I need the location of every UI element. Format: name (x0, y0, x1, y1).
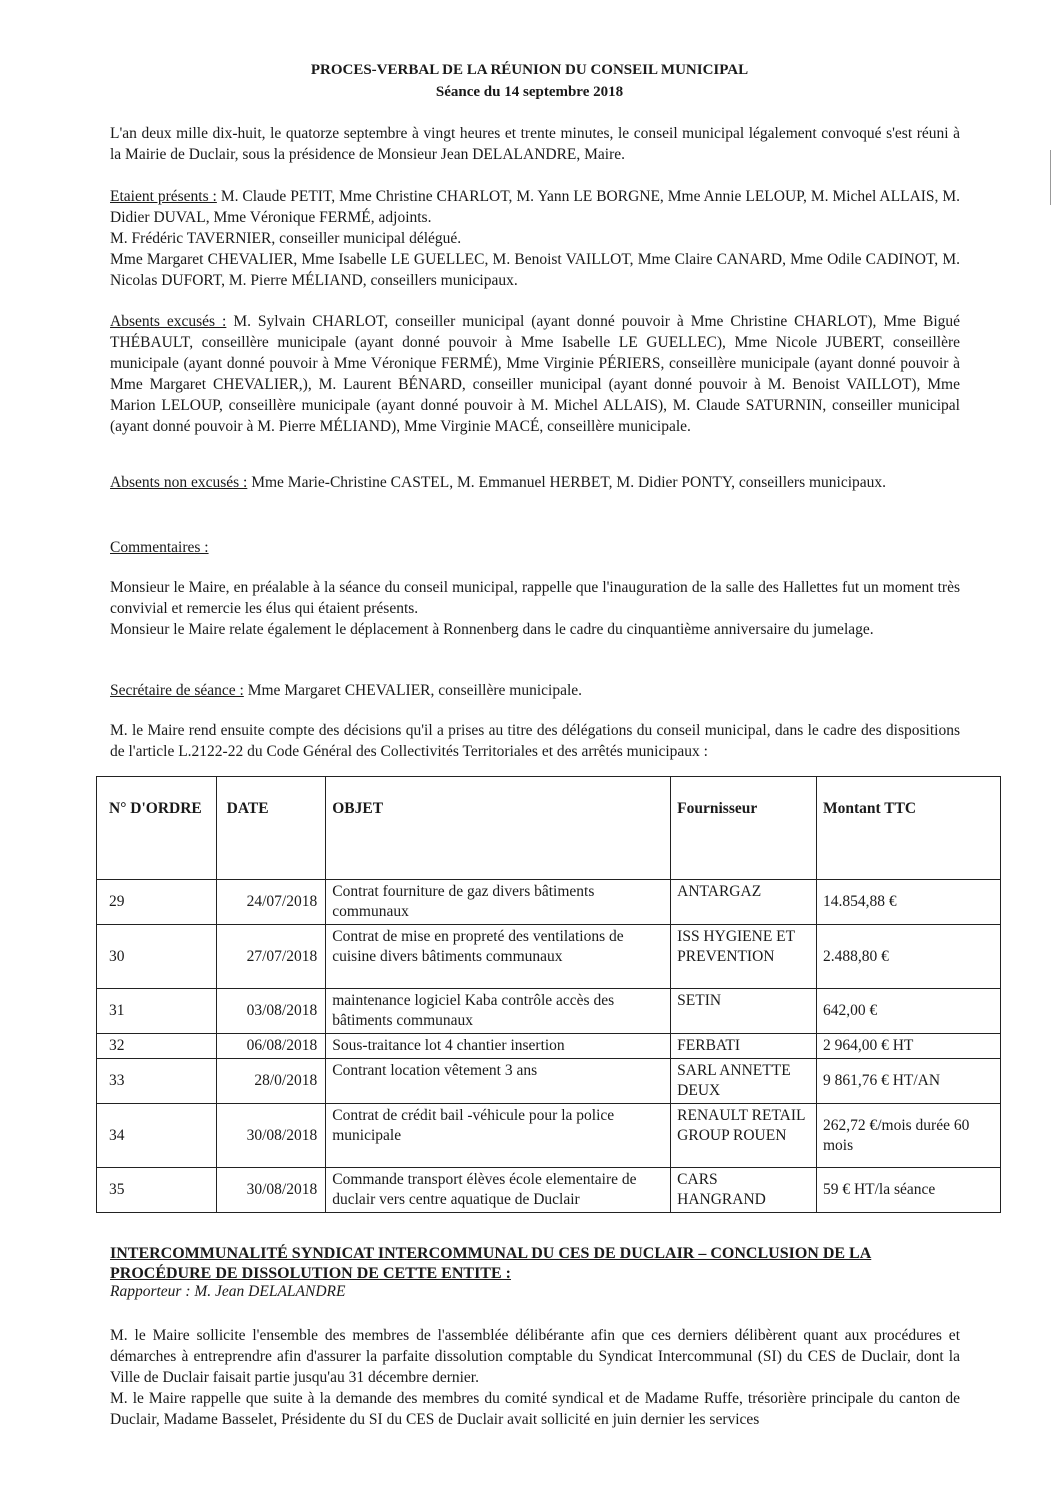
cell-objet: Contrat de crédit bail -véhicule pour la police municipale (326, 1104, 671, 1168)
header-montant: Montant TTC (816, 777, 1000, 880)
table-row (97, 1034, 1001, 1059)
presents-line-1: M. Claude PETIT, Mme Christine CHARLOT, M. Yann LE BORGNE, Mme Annie LELOUP, M. Michel ALLAIS, M. Didier DUVAL, Mme Véronique FERMÉ, adjoints. (110, 188, 961, 226)
cell-fournisseur: CARS HANGRAND (671, 1168, 817, 1213)
document-subtitle: Séance du 14 septembre 2018 (435, 84, 624, 100)
cell-num: 31 (97, 989, 217, 1034)
secretaire-paragraph (110, 680, 960, 701)
cell-date: 28/0/2018 (216, 1059, 326, 1104)
table-row (97, 880, 1001, 925)
cell-objet: Contrat fourniture de gaz divers bâtiments communaux (326, 880, 671, 925)
cell-objet: Contrat de mise en propreté des ventilations de cuisine divers bâtiments communaux (326, 925, 671, 989)
header-date: DATE (216, 777, 326, 880)
cell-num: 34 (97, 1104, 217, 1168)
cell-num: 29 (97, 880, 217, 925)
cell-montant: 2.488,80 € (816, 925, 1000, 989)
cell-objet: Contrant location vêtement 3 ans (326, 1059, 671, 1104)
absents-non-excuses-paragraph (110, 472, 960, 493)
cell-montant: 14.854,88 € (816, 880, 1000, 925)
commentaires-paragraph-2: Monsieur le Maire relate également le déplacement à Ronnenberg dans le cadre du cinquantième anniversaire du jumelage. (110, 621, 874, 638)
absents-excuses-label: Absents excusés : (110, 313, 227, 330)
document-title: PROCES-VERBAL DE LA RÉUNION DU CONSEIL MUNICIPAL (310, 62, 749, 78)
section-paragraph-1: M. le Maire sollicite l'ensemble des membres de l'assemblée délibérante afin que ces derniers délibèrent quant aux procédures et démarches à entreprendre afin d'assurer la parfaite dissolution comptable du Syndicat Intercommunal (SI) du CES de Duclair, dont la Ville de Duclair faisait partie jusqu'au 31 décembre dernier. (110, 1327, 960, 1386)
cell-objet: Sous-traitance lot 4 chantier insertion (326, 1034, 671, 1059)
cell-date: 30/08/2018 (216, 1168, 326, 1213)
table-row (97, 925, 1001, 989)
presents-line-2: M. Frédéric TAVERNIER, conseiller municipal délégué. (110, 230, 462, 247)
section-rapporteur: Rapporteur : M. Jean DELALANDRE (110, 1283, 346, 1300)
table-row (97, 1059, 1001, 1104)
presents-line-3: Mme Margaret CHEVALIER, Mme Isabelle LE GUELLEC, M. Benoist VAILLOT, Mme Claire CANARD, Mme Odile CADINOT, M. Nicolas DUFORT, M. Pierre MÉLIAND, conseillers municipaux. (110, 251, 960, 289)
cell-num: 30 (97, 925, 217, 989)
cell-fournisseur: RENAULT RETAIL GROUP ROUEN (671, 1104, 817, 1168)
absents-non-excuses-text: Mme Marie-Christine CASTEL, M. Emmanuel HERBET, M. Didier PONTY, conseillers municipaux. (251, 474, 887, 491)
secretaire-label: Secrétaire de séance : (110, 682, 244, 699)
intro-paragraph: L'an deux mille dix-huit, le quatorze septembre à vingt heures et trente minutes, le conseil municipal légalement convoqué s'est réuni à la Mairie de Duclair, sous la présidence de Monsieur Jean DELALANDRE, Maire. (110, 125, 960, 163)
header-fournisseur: Fournisseur (671, 777, 817, 880)
cell-date: 27/07/2018 (216, 925, 326, 989)
cell-fournisseur: SARL ANNETTE DEUX (671, 1059, 817, 1104)
commentaires-paragraph-1: Monsieur le Maire, en préalable à la séance du conseil municipal, rappelle que l'inauguration de la salle des Hallettes fut un moment très convivial et remercie les élus qui étaient présents. (110, 579, 960, 617)
table-row (97, 989, 1001, 1034)
cell-montant: 59 € HT/la séance (816, 1168, 1000, 1213)
presents-paragraph (110, 186, 960, 228)
absents-non-excuses-label: Absents non excusés : (110, 474, 248, 491)
cell-num: 33 (97, 1059, 217, 1104)
cell-date: 03/08/2018 (216, 989, 326, 1034)
decisions-intro: M. le Maire rend ensuite compte des décisions qu'il a prises au titre des délégations du conseil municipal, dans le cadre des dispositions de l'article L.2122-22 du Code Général des Collectivités Territoriales et des arrêtés municipaux : (110, 722, 960, 760)
cell-montant: 642,00 € (816, 989, 1000, 1034)
cell-date: 24/07/2018 (216, 880, 326, 925)
cell-fournisseur: ANTARGAZ (671, 880, 817, 925)
cell-objet: maintenance logiciel Kaba contrôle accès des bâtiments communaux (326, 989, 671, 1034)
cell-fournisseur: ISS HYGIENE ET PREVENTION (671, 925, 817, 989)
absents-excuses-text: M. Sylvain CHARLOT, conseiller municipal (ayant donné pouvoir à Mme Christine CHARLOT), Mme Bigué THÉBAULT, conseillère municipale (ayant donné pouvoir à Mme Isabelle LE GUELLEC), Mme Nicole JUBERT, conseillère municipale (ayant donné pouvoir à Mme Véronique FERMÉ), Mme Virginie PÉRIERS, conseillère municipale (ayant donné pouvoir à Mme Margaret CHEVALIER,), M. Laurent BÉNARD, conseiller municipal (ayant donné pouvoir à M. Benoist VAILLOT), Mme Marion LELOUP, conseillère municipale (ayant donné pouvoir à M. Michel ALLAIS), M. Claude SATURNIN, conseiller municipal (ayant donné pouvoir à M. Pierre MÉLIAND), Mme Virginie MACÉ, conseillère municipale. (110, 313, 961, 435)
presents-label: Etaient présents : (110, 188, 217, 205)
secretaire-text: Mme Margaret CHEVALIER, conseillère municipale. (247, 682, 583, 699)
table-header-row (97, 777, 1001, 880)
cell-montant: 2 964,00 € HT (816, 1034, 1000, 1059)
decisions-table (96, 776, 1001, 1213)
cell-fournisseur: FERBATI (671, 1034, 817, 1059)
cell-montant: 262,72 €/mois durée 60 mois (816, 1104, 1000, 1168)
header-num: N° D'ORDRE (97, 777, 217, 880)
commentaires-label-text: Commentaires : (110, 539, 209, 556)
cell-date: 30/08/2018 (216, 1104, 326, 1168)
cell-montant: 9 861,76 € HT/AN (816, 1059, 1000, 1104)
scan-margin-line (1050, 150, 1051, 205)
cell-date: 06/08/2018 (216, 1034, 326, 1059)
absents-excuses-paragraph (110, 311, 960, 437)
section-paragraph-2: M. le Maire rappelle que suite à la demande des membres du comité syndical et de Madame Ruffe, trésorière principale du canton de Duclair, Madame Basselet, Présidente du SI du CES de Duclair avait sollicité en juin dernier les services (110, 1390, 960, 1428)
cell-objet: Commande transport élèves école elementaire de duclair vers centre aquatique de Duclair (326, 1168, 671, 1213)
header-objet: OBJET (326, 777, 671, 880)
cell-num: 35 (97, 1168, 217, 1213)
cell-num: 32 (97, 1034, 217, 1059)
cell-fournisseur: SETIN (671, 989, 817, 1034)
table-row (97, 1168, 1001, 1213)
table-row (97, 1104, 1001, 1168)
section-title: INTERCOMMUNALITÉ SYNDICAT INTERCOMMUNAL DU CES DE DUCLAIR – CONCLUSION DE LA PROCÉDURE DE DISSOLUTION DE CETTE ENTITE : (110, 1245, 872, 1282)
commentaires-label (110, 537, 960, 558)
